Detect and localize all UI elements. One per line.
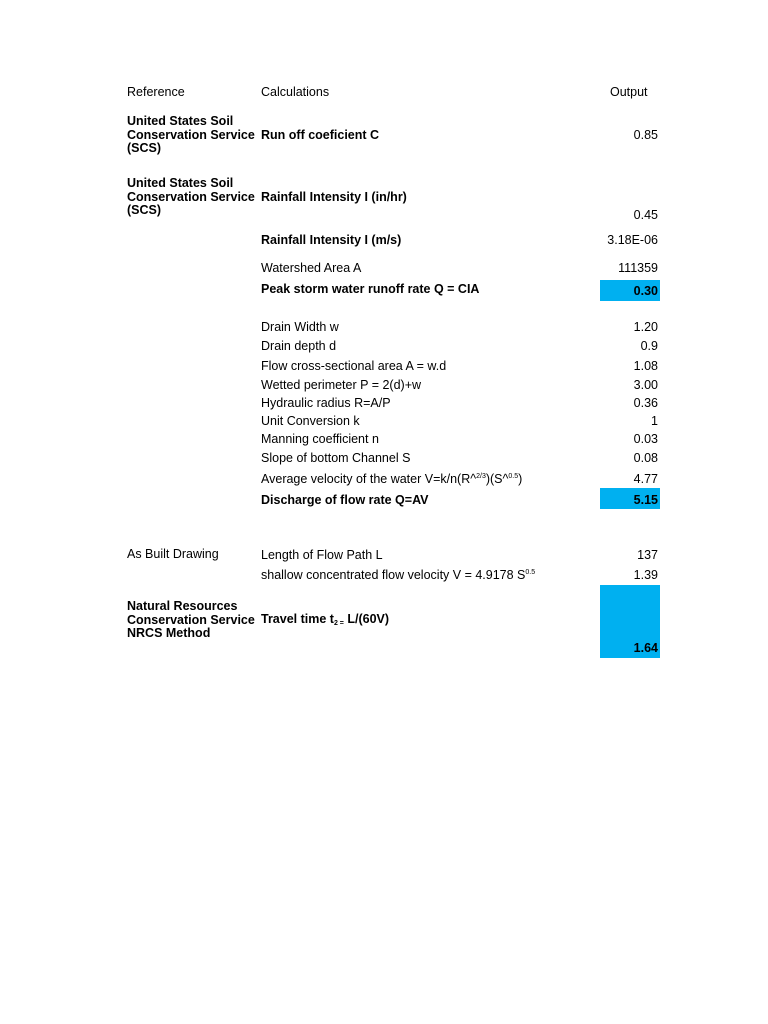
peak-q-value: 0.30 — [633, 284, 658, 298]
average-velocity-label: Average velocity of the water V=k/n(R^$^{2/3}$)(S^$^{0.5}$) — [261, 472, 523, 486]
shallow-velocity-value: 1.39 — [633, 568, 658, 582]
drain-width-value: 1.20 — [633, 320, 658, 334]
watershed-value: 111359 — [618, 261, 658, 275]
flow-area-label: Flow cross-sectional area A = w.d — [261, 359, 447, 373]
reference-scs-2: United States Soil Conservation Service (SCS) — [127, 176, 255, 217]
rainfall-in-label: Rainfall Intensity I (in/hr) — [261, 190, 407, 204]
travel-time-label: Travel time $t_{2 =}$ L/(60V) — [261, 612, 390, 627]
drain-width-label: Drain Width w — [261, 320, 339, 334]
watershed-label: Watershed Area A — [261, 261, 362, 275]
discharge-value: 5.15 — [633, 493, 658, 507]
header-output: Output — [610, 85, 648, 99]
runoff-coefficient-value: 0.85 — [633, 128, 658, 142]
drain-depth-label: Drain depth d — [261, 339, 337, 353]
hydraulic-radius-label: Hydraulic radius R=A/P — [261, 396, 391, 410]
header-reference: Reference — [127, 85, 185, 99]
peak-q-label: Peak storm water runoff rate Q = CIA — [261, 282, 480, 296]
drain-depth-value: 0.9 — [640, 339, 658, 353]
reference-nrcs: Natural Resources Conservation Service NRCS Method — [127, 599, 255, 640]
wetted-perimeter-label: Wetted perimeter P = 2(d)+w — [261, 378, 422, 392]
header-calculations: Calculations — [261, 85, 330, 99]
reference-scs-1: United States Soil Conservation Service (SCS) — [127, 114, 255, 155]
manning-value: 0.03 — [633, 432, 658, 446]
average-velocity-value: 4.77 — [633, 472, 658, 486]
unit-conversion-value: 1 — [651, 414, 658, 428]
flow-path-value: 137 — [637, 548, 658, 562]
runoff-coefficient-label: Run off coeficient C — [261, 128, 380, 142]
reference-as-built: As Built Drawing — [127, 547, 219, 561]
wetted-perimeter-value: 3.00 — [633, 378, 658, 392]
slope-label: Slope of bottom Channel S — [261, 451, 411, 465]
shallow-velocity-label: shallow concentrated flow velocity V = 4.9178 $S^{0.5}$ — [261, 568, 536, 582]
rainfall-ms-value: 3.18E-06 — [607, 233, 658, 247]
travel-time-value: 1.64 — [633, 641, 658, 655]
discharge-label: Discharge of flow rate Q=AV — [261, 493, 429, 507]
flow-path-label: Length of Flow Path L — [261, 548, 383, 562]
slope-value: 0.08 — [633, 451, 658, 465]
rainfall-in-value: 0.45 — [633, 208, 658, 222]
rainfall-ms-label: Rainfall Intensity I (m/s) — [261, 233, 402, 247]
hydraulic-radius-value: 0.36 — [633, 396, 658, 410]
flow-area-value: 1.08 — [633, 359, 658, 373]
unit-conversion-label: Unit Conversion k — [261, 414, 360, 428]
manning-label: Manning coefficient n — [261, 432, 379, 446]
